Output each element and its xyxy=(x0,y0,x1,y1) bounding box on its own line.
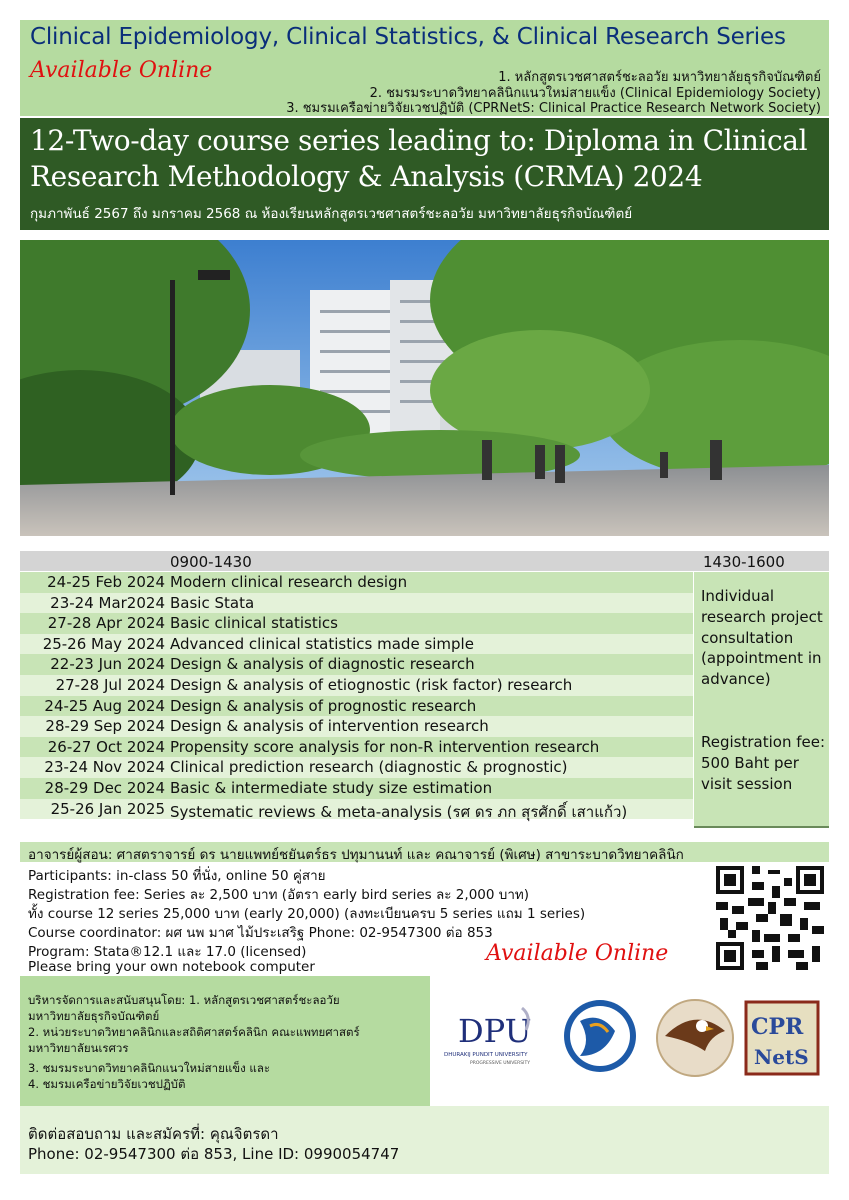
row-date: 27-28 Jul 2024 xyxy=(55,675,165,694)
row-topic: Propensity score analysis for non-R intervention research xyxy=(170,737,600,756)
row-date: 25-26 May 2024 xyxy=(42,634,165,653)
organizer-3: 3. ชมรมเครือข่ายวิจัยเวชปฏิบัติ (CPRNetS: Clinical Practice Research Network Society) xyxy=(286,101,821,116)
cprnets-logo-text2: NetS xyxy=(754,1045,809,1069)
coordinator-text: Course coordinator: ผศ นพ มาศ ไม้ประเสริฐ Phone: 02-9547300 ต่อ 853 xyxy=(28,925,493,941)
course-fee-text: ทั้ง course 12 series 25,000 บาท (early 20,000) (ลงทะเบียนครบ 5 series แถม 1 series) xyxy=(28,906,586,922)
campus-photo xyxy=(20,240,829,536)
series-title: Clinical Epidemiology, Clinical Statistics, & Clinical Research Series xyxy=(30,24,786,50)
sponsor-line: มหาวิทยาลัยธุรกิจบัณฑิตย์ xyxy=(28,1009,160,1023)
eagle-society-logo-icon xyxy=(657,1000,733,1076)
schedule-row xyxy=(20,572,693,593)
cprnets-logo-text1: CPR xyxy=(751,1014,804,1040)
schedule-row xyxy=(20,778,693,799)
schedule-row xyxy=(20,654,693,675)
row-date: 23-24 Mar2024 xyxy=(50,593,165,612)
time-pm-label: 1430-1600 xyxy=(703,553,785,571)
sponsor-line: 3. ชมรมระบาดวิทยาคลินิกแนวใหม่สายแข็ง และ xyxy=(28,1061,271,1075)
organizer-2: 2. ชมรมระบาดวิทยาคลินิกแนวใหม่สายแข็ง (Clinical Epidemiology Society) xyxy=(369,86,821,101)
schedule-row xyxy=(20,696,693,717)
consultation-box xyxy=(694,572,829,828)
dpu-logo-subtitle2: PROGRESSIVE UNIVERSITY xyxy=(470,1061,530,1066)
row-topic: Modern clinical research design xyxy=(170,573,408,591)
qr-code-icon[interactable] xyxy=(716,866,824,970)
row-date: 25-26 Jan 2025 xyxy=(50,799,165,818)
row-date: 28-29 Sep 2024 xyxy=(45,717,165,736)
cprnets-logo-icon xyxy=(746,1002,818,1074)
row-topic: Basic Stata xyxy=(170,593,255,612)
dpu-logo-subtitle: DHURAKIJ PUNDIT UNIVERSITY xyxy=(444,1052,528,1058)
schedule-row xyxy=(20,593,693,614)
schedule-table xyxy=(20,572,693,819)
consultation-text: Individual research project consultation (appointment in advance) xyxy=(701,587,823,689)
row-topic: Systematic reviews & meta-analysis (รศ ดร ภก สุรศักดิ์ เสาแก้ว) xyxy=(170,802,628,821)
sponsor-line: มหาวิทยาลัยนเรศวร xyxy=(28,1041,129,1055)
dpu-logo-text: DPU xyxy=(458,1012,532,1050)
schedule-row xyxy=(20,757,693,778)
row-date: 26-27 Oct 2024 xyxy=(47,737,165,756)
row-topic: Basic clinical statistics xyxy=(170,614,338,633)
schedule-row xyxy=(20,613,693,634)
course-title-band xyxy=(20,118,829,230)
sponsor-line: 4. ชมรมเครือข่ายวิจัยเวชปฏิบัติ xyxy=(28,1077,186,1091)
row-date: 27-28 Apr 2024 xyxy=(47,614,165,633)
row-topic: Design & analysis of diagnostic research xyxy=(170,655,475,674)
row-topic: Design & analysis of prognostic research xyxy=(170,696,477,715)
contact-line1: ติดต่อสอบถาม และสมัครที่: คุณจิตรดา xyxy=(28,1125,279,1143)
dpu-logo-icon xyxy=(444,1008,532,1066)
schedule-row xyxy=(20,675,693,696)
available-online-bottom: Available Online xyxy=(486,941,669,966)
schedule-row xyxy=(20,799,693,820)
organizer-1: 1. หลักสูตรเวชศาสตร์ชะลอวัย มหาวิทยาลัยธุรกิจบัณฑิตย์ xyxy=(498,70,821,85)
row-date: 24-25 Aug 2024 xyxy=(44,696,165,715)
row-topic: Clinical prediction research (diagnostic & prognostic) xyxy=(170,758,568,777)
row-topic: Design & analysis of etiognostic (risk factor) research xyxy=(170,675,573,694)
contact-box xyxy=(20,1106,829,1174)
time-am-label: 0900-1430 xyxy=(170,553,252,571)
row-date: 23-24 Nov 2024 xyxy=(44,758,165,777)
row-date: 28-29 Dec 2024 xyxy=(44,778,165,797)
sponsor-logos xyxy=(440,996,825,1080)
course-title-line2: Research Methodology & Analysis (CRMA) 2024 xyxy=(30,160,703,193)
sponsor-line: บริหารจัดการและสนับสนุนโดย: 1. หลักสูตรเวชศาสตร์ชะลอวัย xyxy=(28,993,340,1007)
course-dates-venue: กุมภาพันธ์ 2567 ถึง มกราคม 2568 ณ ห้องเรียนหลักสูตรเวชศาสตร์ชะลอวัย มหาวิทยาลัยธุรกิจบัณฑิตย์ xyxy=(30,206,633,222)
program-text: Program: Stata®12.1 และ 17.0 (licensed) xyxy=(28,944,307,960)
available-online-label: Available Online xyxy=(30,58,213,83)
clinical-epidemiology-logo-icon xyxy=(564,1000,636,1072)
registration-fee-text: Registration fee: Series ละ 2,500 บาท (อัตรา early bird series ละ 2,000 บาท) xyxy=(28,887,530,903)
course-title-line1: 12-Two-day course series leading to: Diploma in Clinical xyxy=(30,124,808,157)
contact-line2: Phone: 02-9547300 ต่อ 853, Line ID: 0990054747 xyxy=(28,1145,400,1163)
row-topic: Basic & intermediate study size estimation xyxy=(170,778,493,797)
notebook-text: Please bring your own notebook computer xyxy=(28,959,315,975)
schedule-row xyxy=(20,716,693,737)
row-topic: Design & analysis of intervention research xyxy=(170,717,489,736)
instructor-text: อาจารย์ผู้สอน: ศาสตราจารย์ ดร นายแพทย์ชยันตร์ธร ปทุมานนท์ และ คณาจารย์ (พิเศษ) สาขาระบาดวิทยาคลินิก xyxy=(28,847,684,863)
schedule-row xyxy=(20,634,693,655)
row-topic: Advanced clinical statistics made simple xyxy=(170,634,474,653)
sponsor-box xyxy=(20,976,430,1106)
series-header xyxy=(20,20,829,116)
schedule-row xyxy=(20,737,693,758)
participants-text: Participants: in-class 50 ที่นั่ง, online 50 คู่สาย xyxy=(28,868,326,884)
row-date: 22-23 Jun 2024 xyxy=(50,655,165,674)
sponsor-line: 2. หน่วยระบาดวิทยาคลินิกและสถิติศาสตร์คลินิก คณะแพทยศาสตร์ xyxy=(28,1025,360,1039)
row-date: 24-25 Feb 2024 xyxy=(47,573,165,591)
consultation-fee: Registration fee: 500 Baht per visit session xyxy=(701,733,826,793)
